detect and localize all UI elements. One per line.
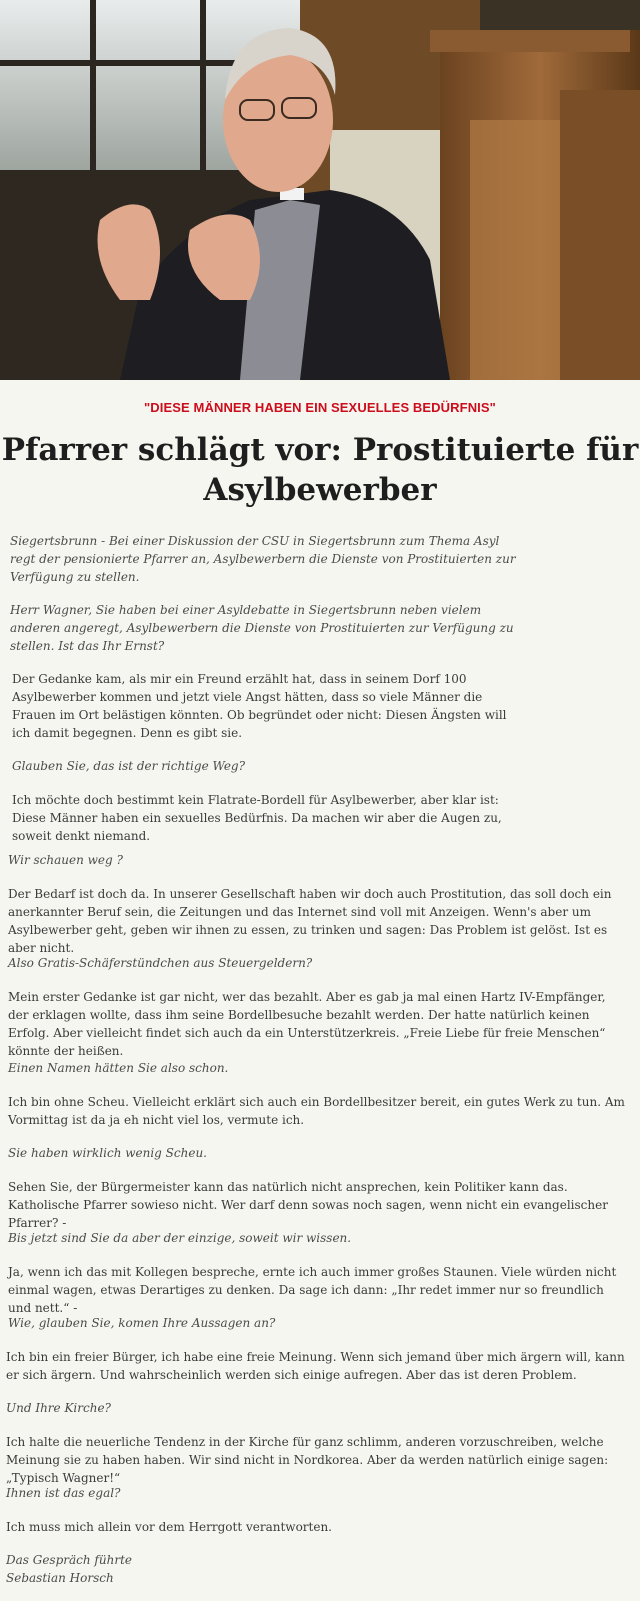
interview-question: Und Ihre Kirche? [6, 1401, 111, 1415]
interview-question: Herr Wagner, Sie haben bei einer Asyldebatte in Siegertsbrunn neben vielem anderen angeregt, Asylbewerbern die Dienste von Prostituierten zur Verfügung zu stellen. Ist das Ihr Ernst? [10, 603, 514, 653]
interview-question: Bis jetzt sind Sie da aber der einzige, soweit wir wissen. [8, 1231, 352, 1245]
article-lead: Siegertsbrunn - Bei einer Diskussion der CSU in Siegertsbrunn zum Thema Asyl regt der pensionierte Pfarrer an, Asylbewerbern die Dienste von Prostituierten zur Verfügung zu stellen. [10, 534, 516, 584]
interview-question: Ihnen ist das egal? [6, 1486, 121, 1500]
byline-author: Sebastian Horsch [6, 1571, 114, 1585]
interview-answer: Der Bedarf ist doch da. In unserer Gesellschaft haben wir doch auch Prostitution, das soll doch ein anerkannter Beruf sein, die Zeitungen und das Internet sind voll mit Anzeigen. Wenn's aber um Asylbewerber geht, geben wir ihnen zu essen, zu trinken und sagen: Das Problem ist gelöst. Ist es aber nicht. [8, 887, 612, 955]
interview-question: Wir schauen weg ? [8, 853, 123, 867]
byline-intro: Das Gespräch führte [6, 1553, 132, 1567]
article-photo [0, 0, 640, 380]
interview-answer: Ich bin ohne Scheu. Vielleicht erklärt sich auch ein Bordellbesitzer bereit, ein gutes Werk zu tun. Am Vormittag ist da ja eh nicht viel los, vermute ich. [8, 1095, 625, 1127]
article-headline: Pfarrer schlägt vor: Prostituierte für Asylbewerber [1, 432, 639, 508]
interview-question: Einen Namen hätten Sie also schon. [8, 1061, 229, 1075]
interview-question: Also Gratis-Schäferstündchen aus Steuergeldern? [8, 956, 313, 970]
interview-answer: Ich muss mich allein vor dem Herrgott verantworten. [6, 1520, 332, 1534]
interview-answer: Mein erster Gedanke ist gar nicht, wer das bezahlt. Aber es gab ja mal einen Hartz IV-Empfänger, der erklagen wollte, dass ihm seine Bordellbesuche bezahlt werden. Der hatte natürlich keinen Erfolg. Aber vielleicht findet sich auch da ein Unterstützerkreis. „Freie Liebe für freie Menschen“ könnte der heißen. [8, 990, 606, 1058]
interview-answer: Ich möchte doch bestimmt kein Flatrate-Bordell für Asylbewerber, aber klar ist: Diese Männer haben ein sexuelles Bedürfnis. Da machen wir aber die Augen zu, soweit denkt niemand. [12, 793, 502, 843]
interview-answer: Sehen Sie, der Bürgermeister kann das natürlich nicht ansprechen, kein Politiker kann das. Katholische Pfarrer sowieso nicht. Wer darf denn sowas noch sagen, wenn nicht ein evangelischer Pfarrer? - [8, 1180, 608, 1230]
portrait-photo-icon [0, 0, 640, 380]
interview-question: Wie, glauben Sie, komen Ihre Aussagen an? [8, 1316, 276, 1330]
interview-answer: Ich halte die neuerliche Tendenz in der Kirche für ganz schlimm, anderen vorzuschreiben, welche Meinung sie zu haben haben. Wir sind nicht in Nordkorea. Aber da werden natürlich einige sagen: „Typisch Wagner!“ [6, 1435, 609, 1485]
interview-answer: Ja, wenn ich das mit Kollegen bespreche, ernte ich auch immer großes Staunen. Viele würden nicht einmal wagen, etwas Derartiges zu denken. Da sage ich dann: „Ihr redet immer nur so freundlich und nett.“ - [8, 1265, 617, 1315]
article-kicker: "DIESE MÄNNER HABEN EIN SEXUELLES BEDÜRFNIS" [144, 400, 496, 415]
interview-answer: Ich bin ein freier Bürger, ich habe eine freie Meinung. Wenn sich jemand über mich ärgern will, kann er sich ärgern. Und wahrscheinlich werden sich einige aufregen. Aber das ist deren Problem. [6, 1350, 625, 1382]
article-byline [6, 1551, 132, 1587]
interview-question: Glauben Sie, das ist der richtige Weg? [12, 759, 246, 773]
interview-answer: Der Gedanke kam, als mir ein Freund erzählt hat, dass in seinem Dorf 100 Asylbewerber kommen und jetzt viele Angst hätten, dass so viele Männer die Frauen im Ort belästigen könnten. Ob begründet oder nicht: Diesen Ängsten will ich damit begegnen. Denn es gibt sie. [12, 672, 507, 740]
interview-question: Sie haben wirklich wenig Scheu. [8, 1146, 207, 1160]
